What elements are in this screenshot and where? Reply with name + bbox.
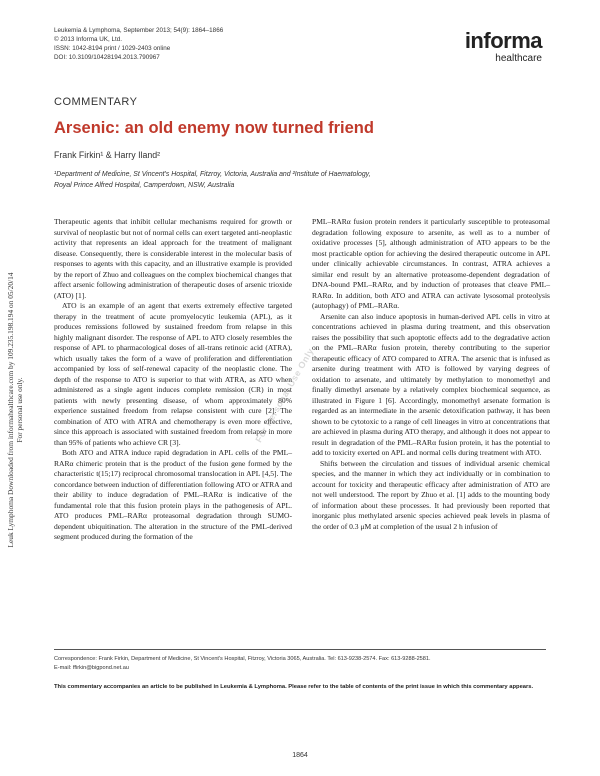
body-paragraph: PML–RARα fusion protein renders it particularly susceptible to proteasomal degradation following exposure to arsenite, as well as to a number of oxidative processes [5], although administration of ATO appears to be the most practicable option for achieving the desired therapeutic outcome in APL under clinically achievable circumstances. In contrast, ATRA achieves a similar end result by an alternative proteasome-dependent degradation of DNA-bound PML–RARα, and by induction of proteases that cleave PML–RARα. In addition, both ATO and ATRA can activate lysosomal proteolysis (autophagy) of PML–RARα.	[312, 217, 550, 310]
body-paragraph: Both ATO and ATRA induce rapid degradation in APL cells of the PML–RARα chimeric protein that is the product of the fusion gene formed by the characteristic t(15;17) reciprocal chromosomal translocation in APL [4,5]. The concordance between induction of differentiation following ATO or ATRA and their ability to induce degradation of PML–RARα is indicative of the fundamental role that this fusion protein plays in the pathogenesis of APL. ATO produces PML–RARα proteasomal degradation through SUMO-dependent ubiquitination. The alteration in the structure of the PML-derived segment produced during the formation of the	[54, 448, 292, 541]
affiliations	[54, 170, 554, 191]
journal-metadata	[54, 26, 223, 62]
logo-name: informa	[464, 28, 542, 53]
body-paragraph: Therapeutic agents that inhibit cellular mechanisms required for growth or survival of neoplastic but not of normal cells can exert targeted anti-neoplastic activity that represents an ideal approach for the treatment of malignant disease. Consequently, there is considerable interest in the molecular basis of responses to agents with this capacity, and an illustrative example is provided by the report of Zhuo and colleagues on the complex biochemical changes that affect arsenic following administration of therapeutic doses of arsenic trioxide (ATO) [1].	[54, 217, 292, 300]
accompany-note: This commentary accompanies an article to be published in Leukemia & Lymphoma. Please refer to the table of contents of the print issue in which this commentary appears.	[54, 684, 534, 690]
affiliation-line-2: Royal Prince Alfred Hospital, Camperdown, NSW, Australia	[54, 181, 235, 189]
publisher-logo	[465, 30, 542, 65]
doi: DOI: 10.3109/10428194.2013.790967	[54, 54, 160, 61]
email-text: E-mail: ffirkin@bigpond.net.au	[54, 664, 129, 671]
journal-citation: Leukemia & Lymphoma, September 2013; 54(9): 1864–1866	[54, 27, 224, 34]
left-column	[54, 217, 292, 543]
issn: ISSN: 1042-8194 print / 1029-2403 online	[54, 45, 171, 52]
copyright: © 2013 Informa UK, Ltd.	[54, 36, 122, 43]
section-label: COMMENTARY	[54, 96, 138, 108]
correspondence-text: Correspondence: Frank Firkin, Department of Medicine, St Vincent's Hospital, Fitzroy, Victoria 3065, Australia. Tel: 613-9238-2574. Fax: 613-9288-2581.	[54, 656, 431, 662]
author-list: Frank Firkin¹ & Harry Iland²	[54, 150, 161, 160]
correspondence-footnote	[54, 655, 550, 672]
affiliation-line-1: ¹Department of Medicine, St Vincent's Hospital, Fitzroy, Victoria, Australia and ²Institute of Haematology,	[54, 171, 371, 178]
page-number: 1864	[292, 752, 308, 759]
article-title: Arsenic: an old enemy now turned friend	[54, 119, 374, 137]
body-paragraph: Shifts between the circulation and tissues of individual arsenic chemical species, and the manner in which they act individually or in combination to account for toxicity and therapeutic efficacy after administration of ATO are not well understood. The report by Zhuo et al. [1] adds to the mounting body of information about these processes. It had previously been reported that inorganic plus methylated arsenic species achieved peak levels in plasma of the order of 0.3 μM at completion of the usual 2 h infusion of	[312, 458, 550, 531]
footnote-divider	[54, 649, 546, 650]
watermark: For Personal Use Only	[253, 346, 316, 445]
body-paragraph: ATO is an example of an agent that exerts extremely effective targeted therapy in the treatment of acute promyelocytic leukemia (APL), as it produces remissions followed by sustained freedom from relapse in this highly malignant disorder. The response of APL to ATO closely resembles the response of APL to pharmacological doses of all-trans retinoic acid (ATRA), which usually takes the form of a wave of proliferation and differentiation accompanied by loss of self-renewal capacity of the neoplastic clone. The depth of the response to ATO is superior to that with ATRA, as ATO when administered as a single agent induces complete remission (CR) in most patients with newly presenting disease, of whom approximately 80% experience sustained freedom from relapse consistent with cure [2]. The combination of ATO with ATRA and chemotherapy is even more effective, since this approach is associated with sustained freedom from relapse in more than 95% of patients who achieve CR [3].	[54, 301, 292, 447]
side-note-line-2: For personal use only.	[15, 377, 24, 443]
right-column	[312, 217, 550, 532]
body-paragraph: Arsenite can also induce apoptosis in human-derived APL cells in vitro at concentrations achieved in plasma during treatment, and this observation raises the possibility that such apoptotic effects add to the degradative action on the PML–RARα fusion protein, thereby contributing to the superior therapeutic efficacy of ATO compared to ATRA. The arsenic that is infused as arsenite during treatment with ATO is followed by varying degrees of oxidation to arsenate, and ultimately by methylation to monomethyl and finally dimethyl arsenate by a relatively complex biochemical sequence, as illustrated in Figure 1 [6]. Accordingly, monomethyl arsenate formation is regarded as an intermediate in the arsenic detoxification pathway, it has been shown to be cytotoxic to a range of cell lineages in vitro at concentrations that are achieved in plasma during ATO therapy, and although it does not appear to result in degradation of the PML–RARα fusion protein, it has the potential to add to toxicity exerted on APL and normal cells during treatment with ATO.	[312, 311, 550, 457]
side-note-line-1: Leuk Lymphoma Downloaded from informahealthcare.com by 109.235.198.194 on 05/20/14	[6, 272, 15, 548]
download-side-note	[6, 210, 24, 610]
logo-sub: healthcare	[495, 53, 542, 64]
